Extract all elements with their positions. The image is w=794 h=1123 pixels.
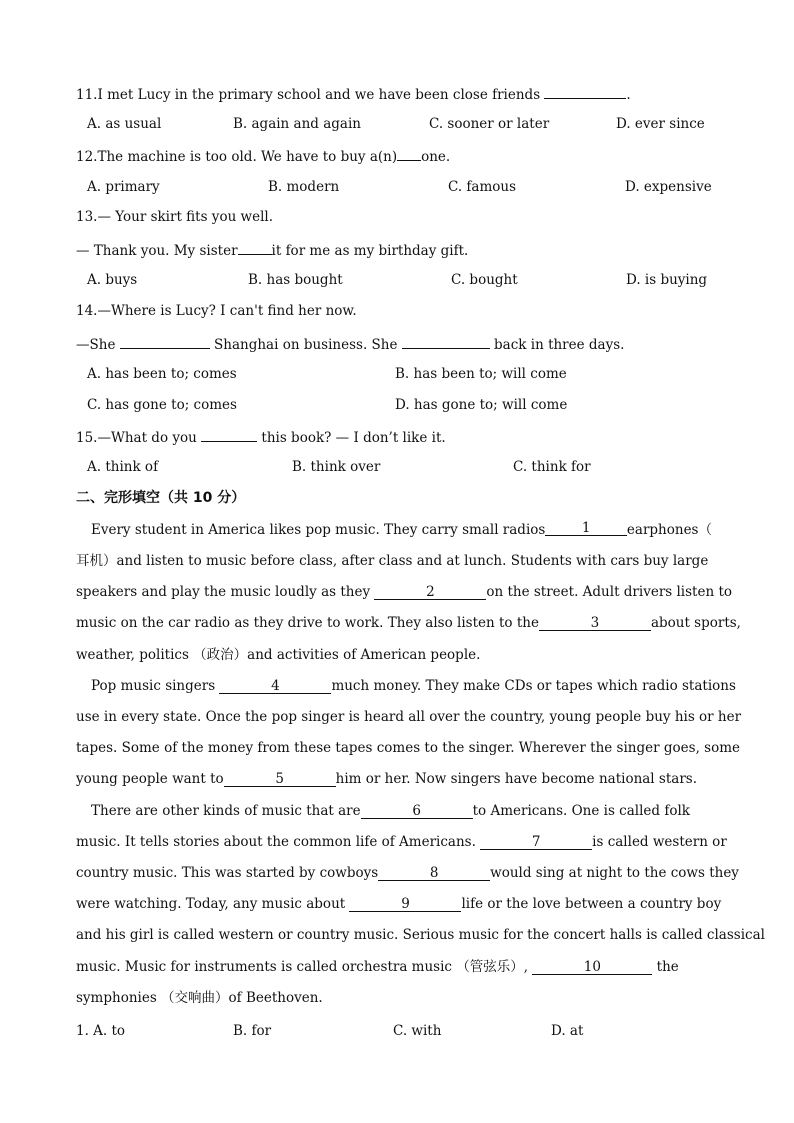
q14-option-c: C. has gone to; comes [87, 397, 237, 413]
passage-line: Pop music singers 4 much money. They make CDs or tapes which radio stations [91, 678, 736, 694]
cloze-blank-8[interactable]: 8 [378, 866, 490, 881]
q13-option-d: D. is buying [626, 272, 708, 288]
passage-line: speakers and play the music loudly as they 2 on the street. Adult drivers listen to [76, 584, 733, 600]
q11-option-d: D. ever since [616, 116, 705, 132]
cloze-blank-10[interactable]: 10 [532, 960, 652, 975]
q14-option-a: A. has been to; comes [87, 366, 237, 382]
passage-line: music. Music for instruments is called orchestra music （管弦乐）, 10 the [76, 959, 679, 975]
passage-line: and his girl is called western or country music. Serious music for the concert halls is called classical [76, 927, 765, 943]
passage-line: symphonies （交响曲）of Beethoven. [76, 990, 323, 1006]
answer-blank[interactable] [544, 84, 626, 99]
cloze-blank-9[interactable]: 9 [349, 897, 461, 912]
q12-option-a: A. primary [87, 179, 160, 195]
q15-option-a: A. think of [87, 459, 159, 475]
q1-option-d: D. at [551, 1023, 584, 1039]
passage-line: young people want to 5 him or her. Now singers have become national stars. [76, 771, 697, 787]
q1-option-c: C. with [393, 1023, 442, 1039]
cloze-blank-3[interactable]: 3 [539, 616, 651, 631]
q14-stem: —She Shanghai on business. She back in three days. [76, 334, 624, 354]
cloze-blank-4[interactable]: 4 [219, 679, 331, 694]
q11-option-b: B. again and again [233, 116, 361, 132]
q11-option-a: A. as usual [87, 116, 162, 132]
passage-line: 耳机）and listen to music before class, after class and at lunch. Students with cars buy large [76, 553, 709, 569]
cloze-blank-5[interactable]: 5 [224, 772, 336, 787]
answer-blank[interactable] [120, 334, 210, 349]
q12-option-b: B. modern [268, 179, 340, 195]
cloze-blank-6[interactable]: 6 [361, 804, 473, 819]
q12-stem: 12.The machine is too old. We have to buy a(n) one. [76, 146, 450, 166]
q14-line1: 14.—Where is Lucy? I can't find her now. [76, 303, 357, 319]
q13-option-a: A. buys [87, 272, 138, 288]
q14-option-d: D. has gone to; will come [395, 397, 568, 413]
q15-stem: 15.—What do you this book? — I don’t like it. [76, 427, 446, 447]
q12-option-c: C. famous [448, 179, 517, 195]
passage-line: were watching. Today, any music about 9 life or the love between a country boy [76, 896, 722, 912]
q11-stem: 11.I met Lucy in the primary school and we have been close friends . [76, 84, 631, 104]
q12-option-d: D. expensive [625, 179, 712, 195]
passage-line: tapes. Some of the money from these tapes comes to the singer. Wherever the singer goes, some [76, 740, 740, 756]
q14-option-b: B. has been to; will come [395, 366, 567, 382]
q13-line1: 13.— Your skirt fits you well. [76, 209, 274, 225]
q13-option-b: B. has bought [248, 272, 343, 288]
cloze-blank-1[interactable]: 1 [545, 521, 627, 536]
passage-line: music. It tells stories about the common life of Americans. 7 is called western or [76, 834, 727, 850]
q1-option-a: 1. A. to [76, 1023, 126, 1039]
q1-option-b: B. for [233, 1023, 272, 1039]
passage-line: weather, politics （政治）and activities of American people. [76, 647, 481, 663]
q11-option-c: C. sooner or later [429, 116, 550, 132]
passage-line: country music. This was started by cowboys 8 would sing at night to the cows they [76, 865, 739, 881]
answer-blank[interactable] [238, 240, 272, 255]
passage-line: There are other kinds of music that are 6 to Americans. One is called folk [91, 803, 690, 819]
q13-option-c: C. bought [451, 272, 518, 288]
section-heading: 二、完形填空（共 10 分） [76, 490, 246, 506]
answer-blank[interactable] [402, 334, 490, 349]
passage-line: Every student in America likes pop music. They carry small radios 1 earphones（ [91, 520, 712, 538]
q15-option-c: C. think for [513, 459, 591, 475]
cloze-blank-7[interactable]: 7 [480, 835, 592, 850]
answer-blank[interactable] [201, 427, 257, 442]
passage-line: music on the car radio as they drive to work. They also listen to the 3 about sports, [76, 615, 741, 631]
q15-option-b: B. think over [292, 459, 381, 475]
cloze-blank-2[interactable]: 2 [374, 585, 486, 600]
answer-blank[interactable] [397, 146, 421, 161]
q13-stem: — Thank you. My sister it for me as my birthday gift. [76, 240, 468, 260]
passage-line: use in every state. Once the pop singer is heard all over the country, young people buy his or her [76, 709, 742, 725]
